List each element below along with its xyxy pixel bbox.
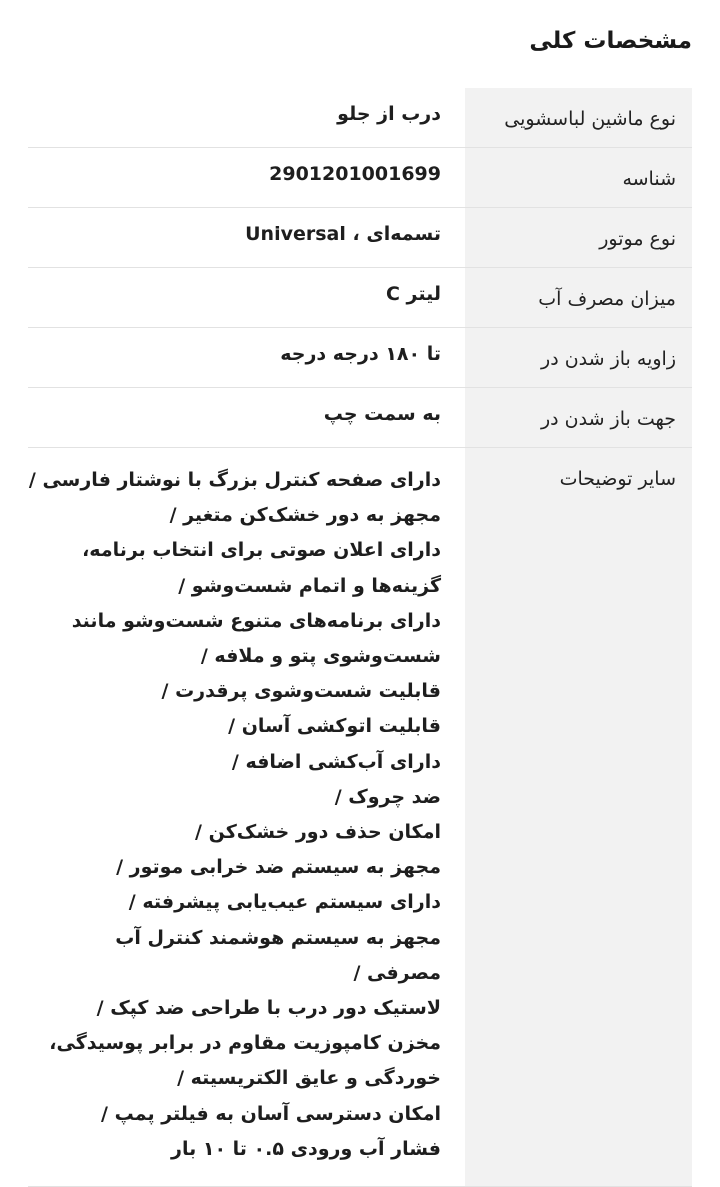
description-line: دارای صفحه کنترل بزرگ با نوشتار فارسی / [28,469,441,491]
spec-label: جهت باز شدن در [465,388,692,447]
description-line: امکان دسترسی آسان به فیلتر پمپ / [101,1102,441,1125]
spec-row-door-direction [28,388,692,448]
description-line: مخزن کامپوزیت مقاوم در برابر پوسیدگی، [49,1032,441,1055]
spec-label: میزان مصرف آب [465,268,692,327]
description-line: گزینه‌ها و اتمام شست‌وشو / [178,574,441,597]
section-title: مشخصات کلی [529,28,692,54]
spec-value: تسمه‌ای ، Universal [245,223,441,245]
description-line: شست‌وشوی پتو و ملافه / [200,645,441,668]
spec-label: نوع ماشین لباسشویی [465,88,692,147]
spec-label: شناسه [465,148,692,207]
spec-table [28,88,692,1187]
description-line: مجهز به سیستم ضد خرابی موتور / [116,856,441,879]
spec-value: تا ۱۸۰ درجه درجه [280,343,441,365]
description-line: خوردگی و عایق الکتریسیته / [177,1067,441,1090]
spec-label: زاویه باز شدن در [465,328,692,387]
spec-row-motor-type [28,208,692,268]
description-line: دارای سیستم عیب‌یابی پیشرفته / [128,891,441,914]
description-line: مجهز به سیستم هوشمند کنترل آب [115,926,441,949]
spec-row-other-descriptions [28,448,692,1187]
description-line: دارای آب‌کشی اضافه / [231,750,441,773]
description-line: دارای برنامه‌های متنوع شست‌وشو مانند [71,609,441,632]
description-line: مجهز به دور خشک‌کن متغیر / [169,504,441,527]
spec-row-door-angle [28,328,692,388]
spec-row-identifier [28,148,692,208]
description-line: قابلیت شست‌وشوی پرقدرت / [161,680,441,703]
description-line: امکان حذف دور خشک‌کن / [195,821,441,844]
description-line: مصرفی / [353,961,441,984]
description-line: لاستیک دور درب با طراحی ضد کپک / [96,997,441,1020]
spec-value: به سمت چپ [323,403,441,425]
description-line: ضد چروک / [334,785,441,808]
description-line: دارای اعلان صوتی برای انتخاب برنامه، [82,539,441,562]
identifier-value: 2901201001699 [269,163,441,185]
spec-value: درب از جلو [337,103,441,125]
spec-label: نوع موتور [465,208,692,267]
spec-value: لیتر C [385,283,441,305]
spec-row-machine-type [28,88,692,148]
spec-value [28,148,465,207]
spec-label: سایر توضیحات [465,448,692,1186]
description-line: فشار آب ورودی ۰.۵ تا ۱۰ بار [171,1137,441,1160]
description-line: قابلیت اتوکشی آسان / [228,715,441,738]
spec-row-water-consumption [28,268,692,328]
description-value [17,448,465,1186]
